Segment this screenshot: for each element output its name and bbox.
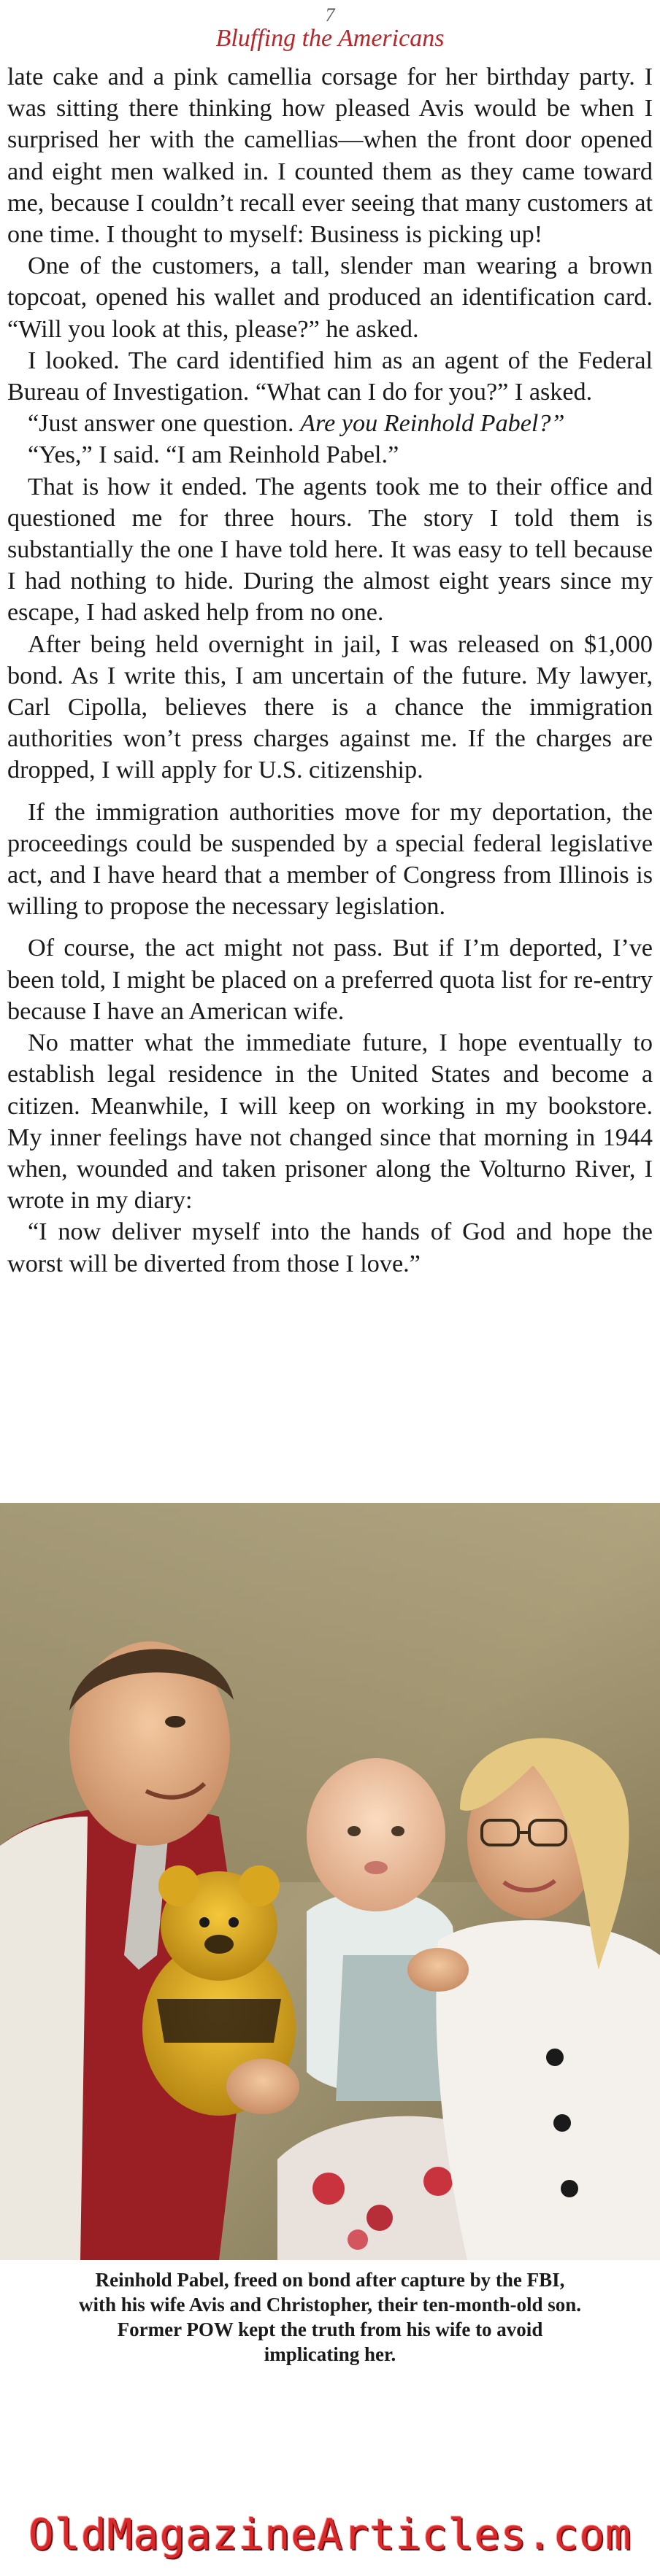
paragraph: No matter what the immediate future, I hope eventually to establish legal residence in the United States and become a citizen. Meanwhile, I will keep on working in my bookstore. My inner feelings have not changed since that morning in 1944 when, wounded and taken prisoner along the Volturno River, I wrote in my diary: [7, 1029, 653, 1215]
family-photo [0, 1503, 660, 2260]
caption-line: Reinhold Pabel, freed on bond after capture by the FBI, [95, 2269, 565, 2291]
paragraph [7, 408, 653, 439]
paragraph: If the immigration authorities move for my deportation, the proceedings could be suspended by a special federal legislative act, and I have heard that a member of Congress from Illinois is willing to propose the necessary legislation. [7, 798, 653, 921]
photo-caption [0, 2267, 660, 2367]
article-body [7, 61, 653, 1280]
caption-line: Former POW kept the truth from his wife to avoid [117, 2318, 543, 2340]
paragraph: Of course, the act might not pass. But if I’m deported, I’ve been told, I might be placed on a preferred quota list for re-entry because I have an American wife. [7, 935, 653, 1025]
paragraph: That is how it ended. The agents took me to their office and questioned me for three hours. The story I told them is substantially the one I have told here. It was easy to tell because I had nothing to hide. During the almost eight years since my escape, I had asked help from no one. [7, 473, 653, 627]
caption-line: implicating her. [264, 2343, 396, 2365]
quote-question: Are you Reinhold Pabel?” [300, 410, 565, 438]
paragraph: I looked. The card identified him as an agent of the Federal Bureau of Investigation. “What can I do for you?” I asked. [7, 347, 653, 406]
paragraph: One of the customers, a tall, slender man wearing a brown topcoat, opened his wallet and produced an identification card. “Will you look at this, please?” he asked. [7, 252, 653, 343]
site-watermark: OldMagazineArticles.com [28, 2510, 632, 2559]
caption-line: with his wife Avis and Christopher, their ten-month-old son. [78, 2294, 582, 2316]
paragraph: “I now deliver myself into the hands of God and hope the worst will be diverted from those I love.” [7, 1218, 653, 1277]
page-number: 7 [325, 4, 335, 26]
running-title: Bluffing the Americans [215, 25, 445, 52]
paragraph: late cake and a pink camellia corsage for her birthday party. I was sitting there thinking how pleased Avis would be when I surprised her with the camellias—when the front door opened and eight men walked in. I counted them as they came toward me, because I couldn’t recall ever seeing that many customers at one time. I thought to myself: Business is picking up! [7, 63, 653, 249]
paragraph: After being held overnight in jail, I was released on $1,000 bond. As I write this, I am uncertain of the future. My lawyer, Carl Cipolla, believes there is a chance the immigration authorities won’t press charges against me. If the charges are dropped, I will apply for U.S. citizenship. [7, 630, 653, 784]
paragraph: “Yes,” I said. “I am Reinhold Pabel.” [28, 441, 399, 469]
quote-text: “Just answer one question. [28, 410, 301, 438]
